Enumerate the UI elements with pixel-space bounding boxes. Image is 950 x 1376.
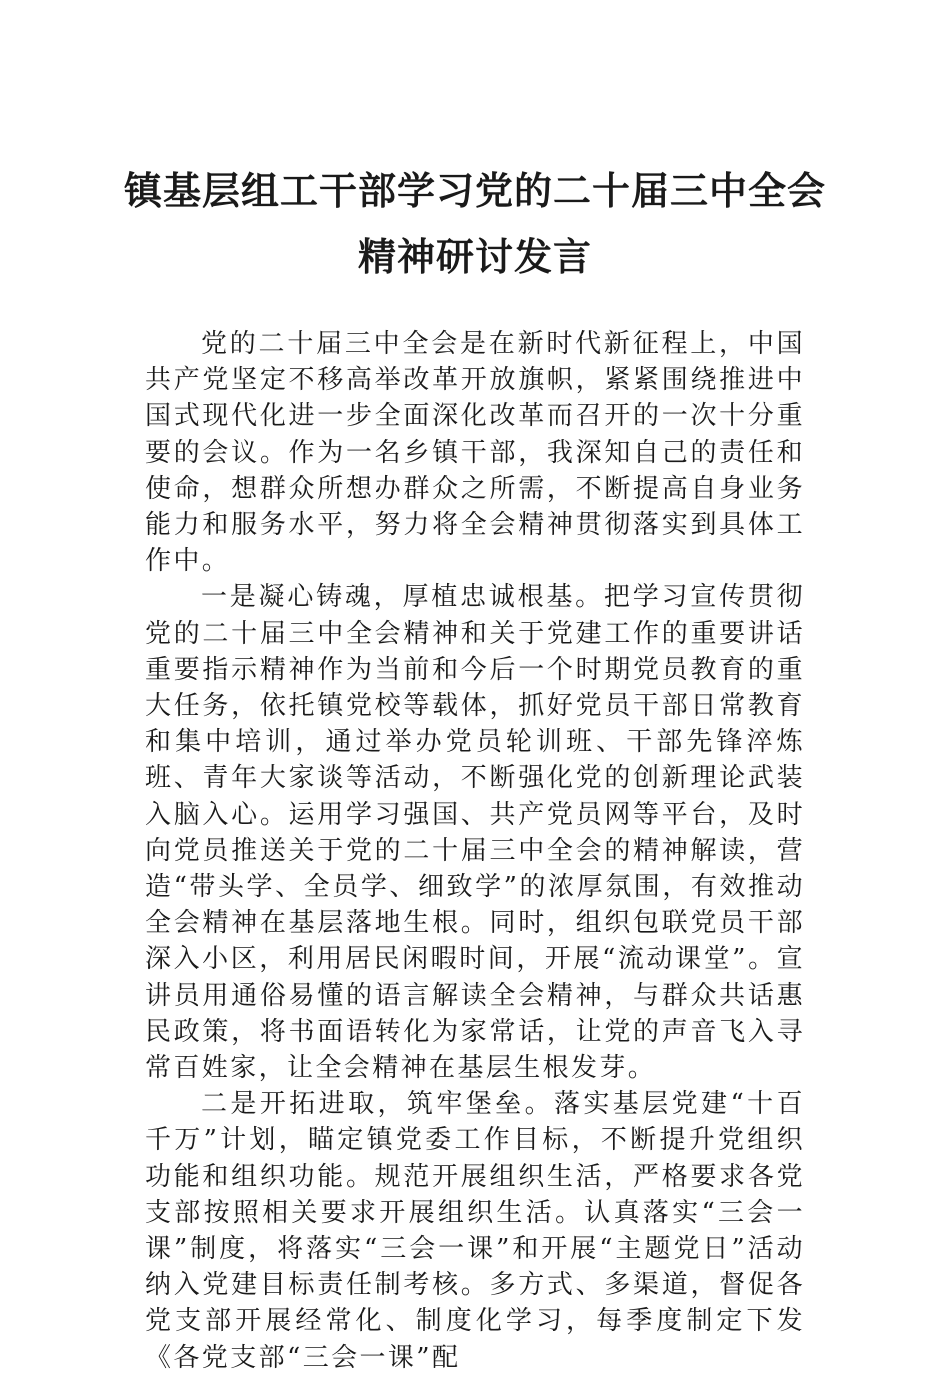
paragraph-intro: 党的二十届三中全会是在新时代新征程上，中国共产党坚定不移高举改革开放旗帜，紧紧围绕推进中国式现代化进一步全面深化改革而召开的一次十分重要的会议。作为一名乡镇干部，我深知自己的责任和使命，想群众所想办群众之所需，不断提高自身业务能力和服务水平，努力将全会精神贯彻落实到具体工作中。 <box>145 329 805 577</box>
paragraph-point-two: 二是开拓进取，筑牢堡垒。落实基层党建“十百千万”计划，瞄定镇党委工作目标，不断提升党组织功能和组织功能。规范开展组织生活，严格要求各党支部按照相关要求开展组织生活。认真落实“三会一课”制度，将落实“三会一课”和开展“主题党日”活动纳入党建目标责任制考核。多方式、多渠道，督促各党支部开展经常化、制度化学习，每季度制定下发《各党支部“三会一课”配 <box>145 1089 805 1373</box>
document-title-line-2: 精神研讨发言 <box>357 234 592 279</box>
paragraph-point-one: 一是凝心铸魂，厚植忠诚根基。把学习宣传贯彻党的二十届三中全会精神和关于党建工作的重要讲话重要指示精神作为当前和今后一个时期党员教育的重大任务，依托镇党校等载体，抓好党员干部日常教育和集中培训，通过举办党员轮训班、干部先锋淬炼班、青年大家谈等活动，不断强化党的创新理论武装入脑入心。运用学习强国、共产党员网等平台，及时向党员推送关于党的二十届三中全会的精神解读，营造“带头学、全员学、细致学”的浓厚氛围，有效推动全会精神在基层落地生根。同时，组织包联党员干部深入小区，利用居民闲暇时间，开展“流动课堂”。宣讲员用通俗易懂的语言解读全会精神，与群众共话惠民政策，将书面语转化为家常话，让党的声音飞入寻常百姓家，让全会精神在基层生根发芽。 <box>145 582 805 1084</box>
document-title-line-1: 镇基层组工干部学习党的二十届三中全会 <box>123 168 826 213</box>
document-body <box>145 326 805 1376</box>
